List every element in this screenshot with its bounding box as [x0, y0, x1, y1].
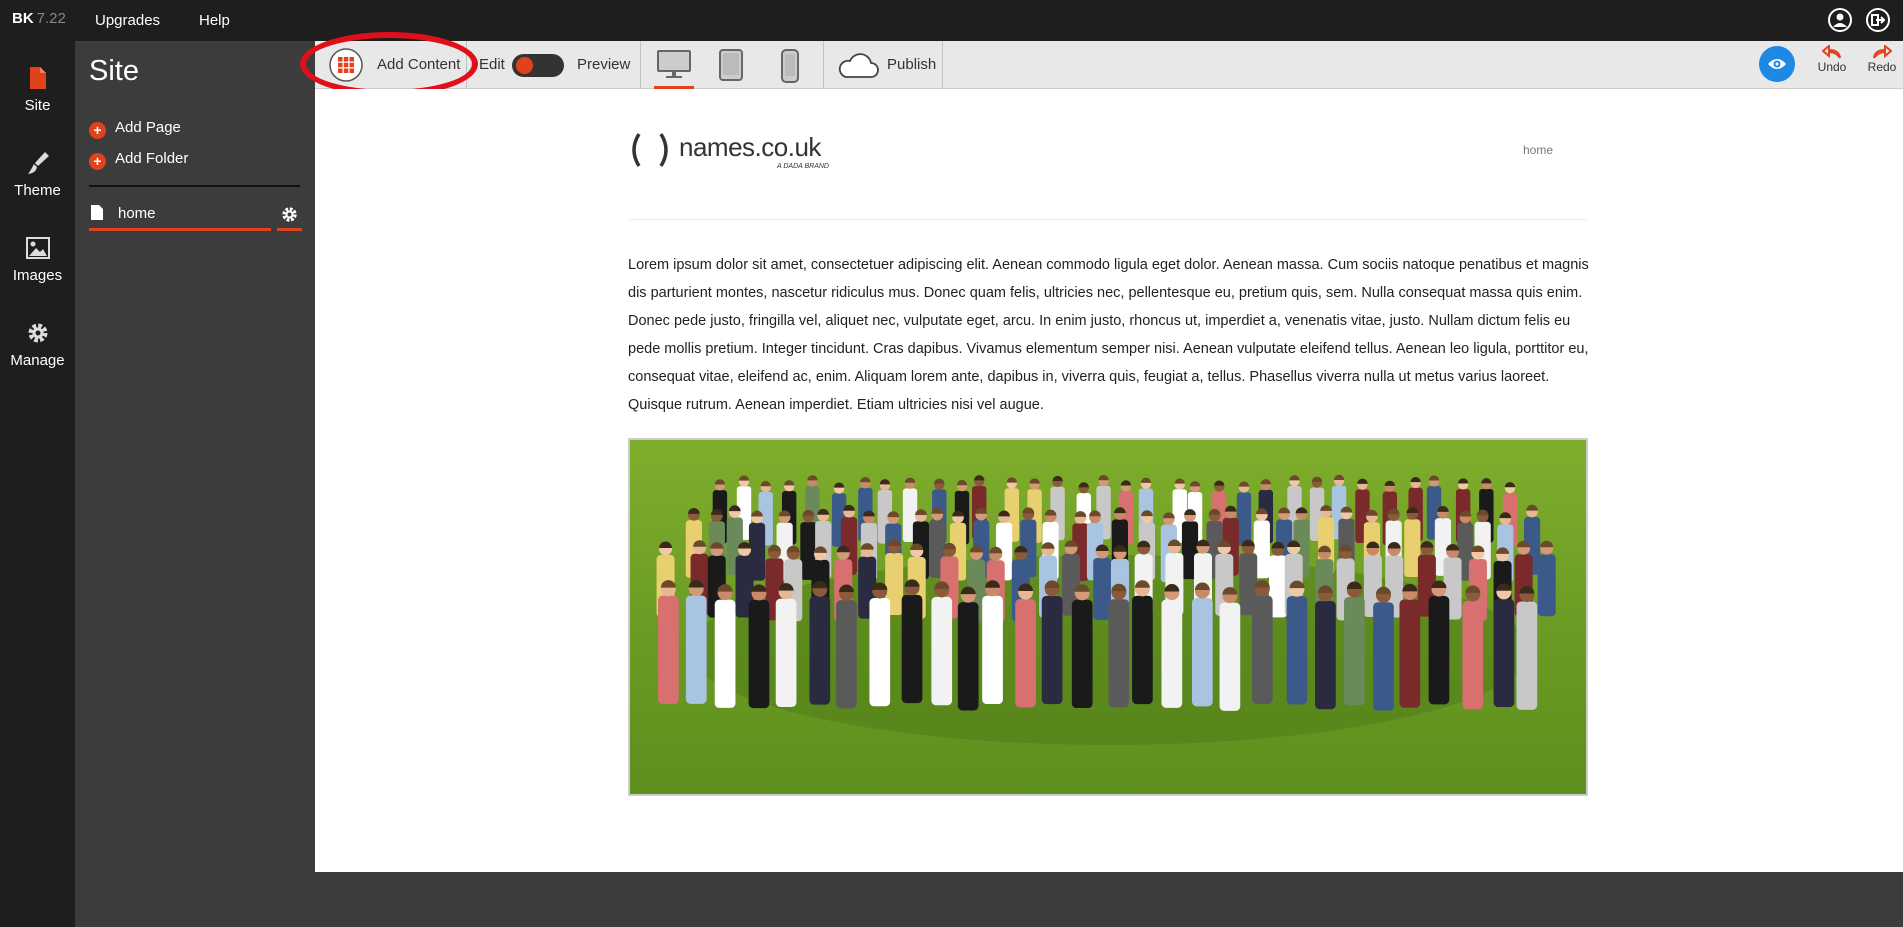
- eye-icon: [1767, 56, 1787, 72]
- image-icon: [25, 235, 51, 261]
- content-paragraph[interactable]: Lorem ipsum dolor sit amet, consectetuer adipiscing elit. Aenean commodo ligula eget dolor. Aenean massa. Cum sociis natoque penatibus et magnis dis parturient montes, nascetur ridiculus mus. Donec quam felis, ultricies nec, pellentesque eu, pretium quis, sem. Nulla consequat massa quis enim. Donec pede justo, fringilla vel, aliquet nec, vulputate eget, arcu. In enim justo, rhoncus ut, imperdiet a, venenatis vitae, justo. Nullam dictum felis eu pede mollis pretium. Integer tincidunt. Cras dapibus. Vivamus elementum semper nisi. Aenean vulputate eleifend tellus. Aenean leo ligula, porttitor eu, consequat vitae, eleifend ac, enim. Aliquam lorem ante, dapibus in, viverra quis, feugiat a, tellus. Phasellus viverra nulla ut metus varius laoreet. Quisque rutrum. Aenean imperdiet. Etiam ultricies nisi vel augue.: [628, 257, 1589, 413]
- redo-icon: [1872, 45, 1892, 59]
- left-rail: [0, 41, 75, 927]
- desktop-view-button[interactable]: [654, 49, 694, 89]
- panel-title: Site: [89, 55, 139, 87]
- gear-icon: [25, 320, 51, 346]
- rail-item-images[interactable]: [0, 221, 75, 301]
- app-version: 7.22: [36, 10, 66, 27]
- account-icon[interactable]: [1828, 8, 1852, 32]
- toolbar-separator: [640, 41, 641, 89]
- toolbar-separator: [942, 41, 943, 89]
- toolbar-separator: [823, 41, 824, 89]
- edit-preview-toggle[interactable]: [512, 54, 564, 77]
- top-bar: [0, 0, 1903, 41]
- paintbrush-icon: [25, 150, 51, 176]
- redo-label: Redo: [1867, 60, 1897, 74]
- logo-text: names.co.uk: [679, 132, 821, 162]
- mobile-icon: [780, 49, 800, 83]
- rail-label-manage: Manage: [10, 352, 65, 369]
- rail-item-site[interactable]: [0, 51, 75, 131]
- rail-item-manage[interactable]: [0, 306, 75, 386]
- publish-button[interactable]: [837, 41, 942, 89]
- editor-footer: [315, 872, 1903, 927]
- desktop-icon: [656, 49, 692, 81]
- add-page-label: Add Page: [115, 119, 181, 136]
- brand-name: BK: [12, 10, 34, 27]
- edit-label: Edit: [479, 56, 505, 73]
- grid-icon: [329, 48, 363, 82]
- group-photo[interactable]: [628, 438, 1588, 796]
- rail-label-images: Images: [12, 267, 63, 284]
- site-nav-home[interactable]: home: [1523, 143, 1554, 157]
- group-photo-image: [630, 440, 1588, 796]
- logo-tagline: A DADA BRAND: [777, 163, 829, 170]
- toolbar-separator: [466, 41, 467, 89]
- preview-label: Preview: [577, 56, 631, 73]
- plus-icon: +: [89, 122, 106, 139]
- site-logo[interactable]: [627, 128, 847, 176]
- redo-button[interactable]: [1862, 41, 1902, 89]
- page-item-home[interactable]: [89, 201, 271, 231]
- help-menu[interactable]: Help: [199, 12, 230, 29]
- upgrades-menu[interactable]: Upgrades: [95, 12, 161, 29]
- header-divider: [628, 219, 1588, 220]
- plus-icon: +: [89, 153, 106, 170]
- mobile-view-button[interactable]: [780, 49, 800, 83]
- tablet-view-button[interactable]: [719, 49, 743, 81]
- file-icon: [25, 65, 51, 91]
- add-content-button[interactable]: [327, 41, 480, 89]
- toggle-knob: [516, 57, 533, 74]
- gear-icon: [281, 206, 298, 223]
- undo-icon: [1822, 45, 1842, 59]
- cloud-icon: [837, 53, 879, 79]
- add-folder-button[interactable]: [89, 150, 188, 170]
- undo-label: Undo: [1817, 60, 1847, 74]
- panel-divider: [89, 185, 300, 187]
- add-page-button[interactable]: [89, 119, 181, 139]
- site-panel: [75, 41, 315, 927]
- rail-label-site: Site: [24, 97, 51, 114]
- logout-icon[interactable]: [1866, 8, 1890, 32]
- add-folder-label: Add Folder: [115, 150, 189, 167]
- add-content-label: Add Content: [377, 56, 461, 73]
- app-brand: [12, 10, 66, 27]
- preview-eye-button[interactable]: [1759, 46, 1795, 82]
- rail-label-theme: Theme: [14, 182, 61, 199]
- page-label: home: [118, 205, 156, 222]
- undo-button[interactable]: [1812, 41, 1852, 89]
- rail-item-theme[interactable]: [0, 136, 75, 216]
- logo-brackets-icon: [627, 130, 673, 170]
- tablet-icon: [719, 49, 743, 81]
- editor-toolbar: [315, 41, 1903, 89]
- page-settings-button[interactable]: [277, 201, 302, 231]
- publish-label: Publish: [887, 56, 937, 73]
- page-icon: [91, 205, 103, 220]
